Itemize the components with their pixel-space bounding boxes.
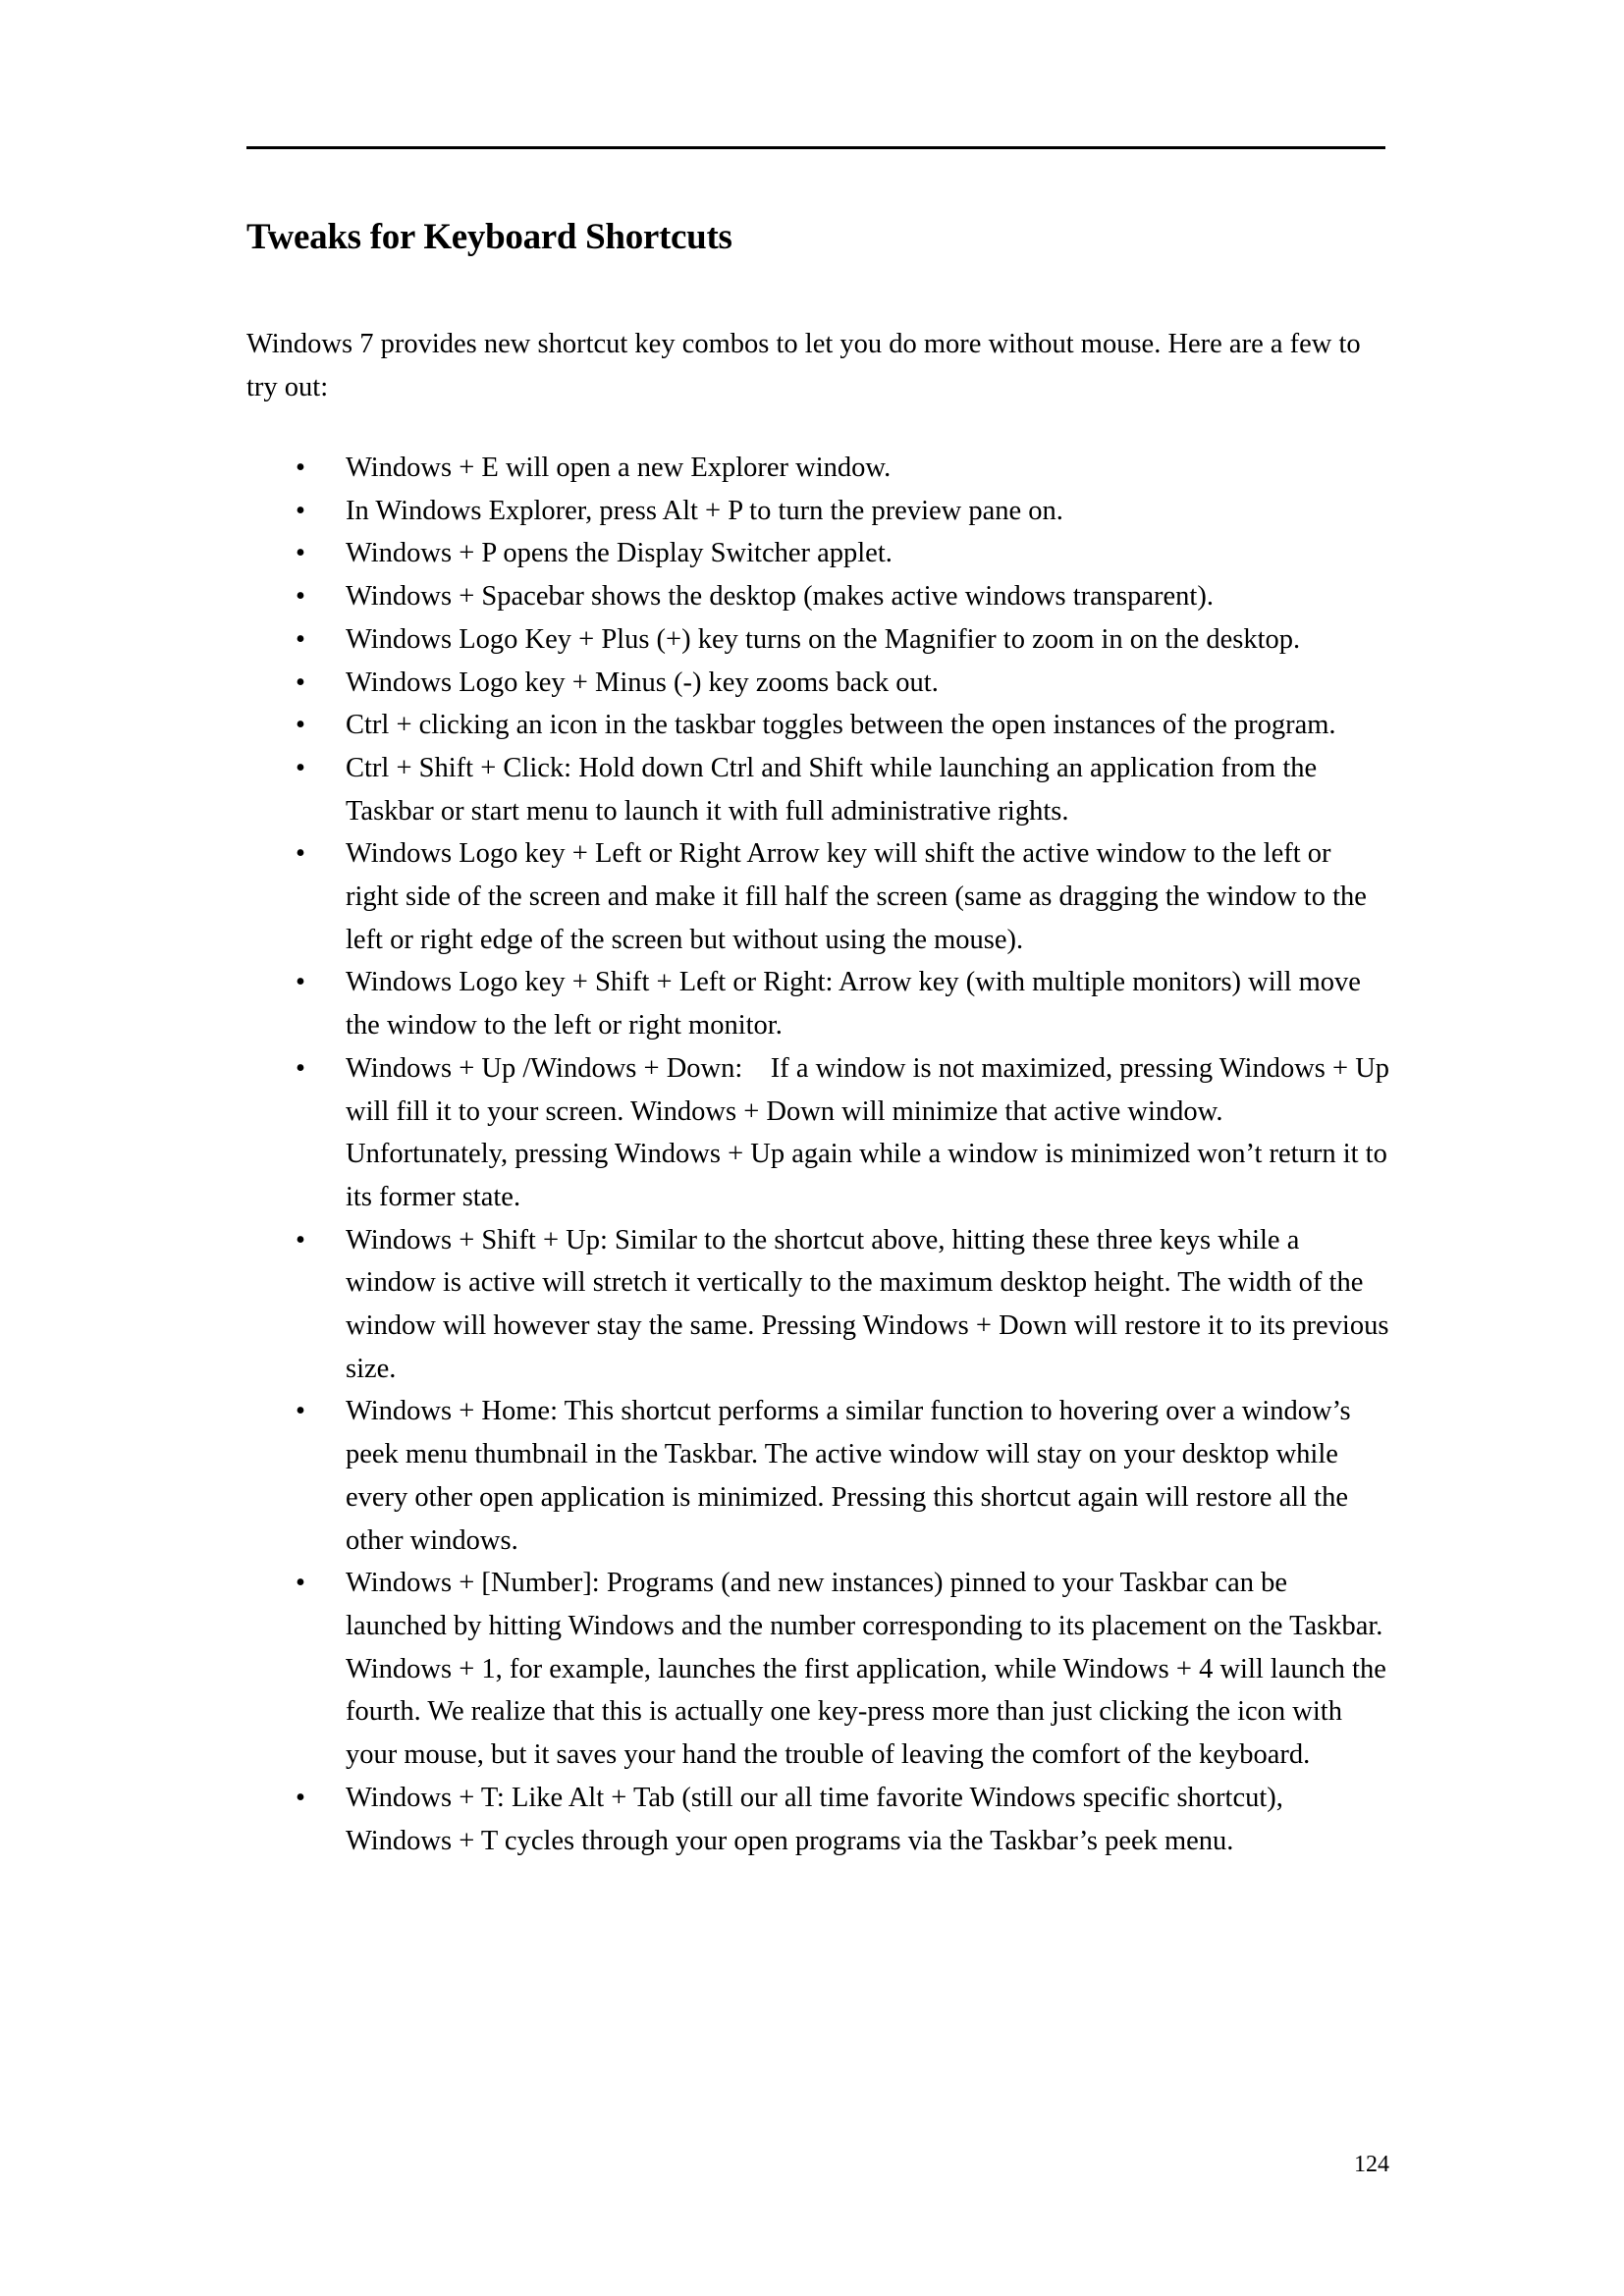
list-item (246, 1047, 1390, 1219)
bullet-icon: • (296, 710, 305, 741)
list-item (246, 1777, 1390, 1862)
list-item (246, 1562, 1390, 1777)
bullet-icon: • (296, 538, 305, 569)
list-item (246, 1390, 1390, 1562)
bullet-icon: • (296, 1052, 305, 1084)
list-item-text: Windows Logo key + Shift + Left or Right: Arrow key (with multiple monitors) will move the window to the left or right monitor. (346, 967, 1361, 1041)
page-title: Tweaks for Keyboard Shortcuts (246, 217, 732, 257)
list-item-text: Windows Logo key + Minus (-) key zooms back out. (346, 667, 939, 698)
bullet-icon: • (296, 495, 305, 526)
bullet-icon: • (296, 967, 305, 998)
page-number: 124 (1354, 2152, 1389, 2177)
bullet-icon: • (296, 581, 305, 613)
list-item-text: Ctrl + Shift + Click: Hold down Ctrl and Shift while launching an application from the Taskbar or start menu to launch it with full administrative rights. (346, 752, 1318, 827)
bullet-icon: • (296, 453, 305, 483)
list-item-text: Windows + Up /Windows + Down: If a window is not maximized, pressing Windows + Up will fill it to your screen. Windows + Down will minimize that active window. Unfortunately, pressing Windows + Up again while a window is minimized won’t return it to its former state. (346, 1052, 1390, 1212)
list-item-text: Ctrl + clicking an icon in the taskbar toggles between the open instances of the program. (346, 710, 1336, 741)
list-item (246, 1219, 1390, 1391)
list-item (246, 447, 1390, 490)
list-item-text: Windows Logo Key + Plus (+) key turns on the Magnifier to zoom in on the desktop. (346, 623, 1301, 655)
list-item (246, 704, 1390, 747)
bullet-icon: • (296, 752, 305, 783)
bullet-icon: • (296, 1224, 305, 1255)
list-item-text: Windows + Spacebar shows the desktop (makes active windows transparent). (346, 581, 1214, 613)
header-rule (246, 146, 1385, 149)
bullet-icon: • (296, 667, 305, 698)
list-item (246, 490, 1390, 533)
bullet-icon: • (296, 838, 305, 870)
bullet-icon: • (296, 623, 305, 655)
list-item-text: Windows + E will open a new Explorer window. (346, 453, 892, 483)
list-item-text: Windows + Home: This shortcut performs a similar function to hovering over a window’s peek menu thumbnail in the Taskbar. The active window will stay on your desktop while every other open application is minimized. Pressing this shortcut again will restore all the other windows. (346, 1396, 1351, 1556)
list-item-text: Windows Logo key + Left or Right Arrow key will shift the active window to the left or right side of the screen and make it fill half the screen (same as dragging the window to the left or right edge of the screen but without using the mouse). (346, 838, 1367, 955)
bullet-icon: • (296, 1782, 305, 1813)
shortcut-list (246, 447, 1390, 1862)
list-item-text: Windows + P opens the Display Switcher applet. (346, 538, 893, 569)
list-item (246, 747, 1390, 832)
list-item (246, 532, 1390, 575)
list-item (246, 961, 1390, 1046)
list-item-text: Windows + T: Like Alt + Tab (still our all time favorite Windows specific shortcut), Windows + T cycles through your open programs via the Taskbar’s peek menu. (346, 1782, 1283, 1856)
list-item-text: Windows + Shift + Up: Similar to the shortcut above, hitting these three keys while a window is active will stretch it vertically to the maximum desktop height. The width of the window will however stay the same. Pressing Windows + Down will restore it to its previous size. (346, 1224, 1389, 1384)
list-item-text: Windows + [Number]: Programs (and new instances) pinned to your Taskbar can be launched by hitting Windows and the number corresponding to its placement on the Taskbar. Windows + 1, for example, launches the first application, while Windows + 4 will launch the fourth. We realize that this is actually one key-press more than just clicking the icon with your mouse, but it saves your hand the trouble of leaving the comfort of the keyboard. (346, 1568, 1386, 1771)
list-item-text: In Windows Explorer, press Alt + P to turn the preview pane on. (346, 495, 1063, 526)
intro-paragraph: Windows 7 provides new shortcut key combos to let you do more without mouse. Here are a few to try out: (246, 329, 1361, 402)
list-item (246, 832, 1390, 961)
bullet-icon: • (296, 1396, 305, 1427)
bullet-icon: • (296, 1568, 305, 1599)
list-item (246, 575, 1390, 618)
list-item (246, 662, 1390, 705)
list-item (246, 618, 1390, 662)
